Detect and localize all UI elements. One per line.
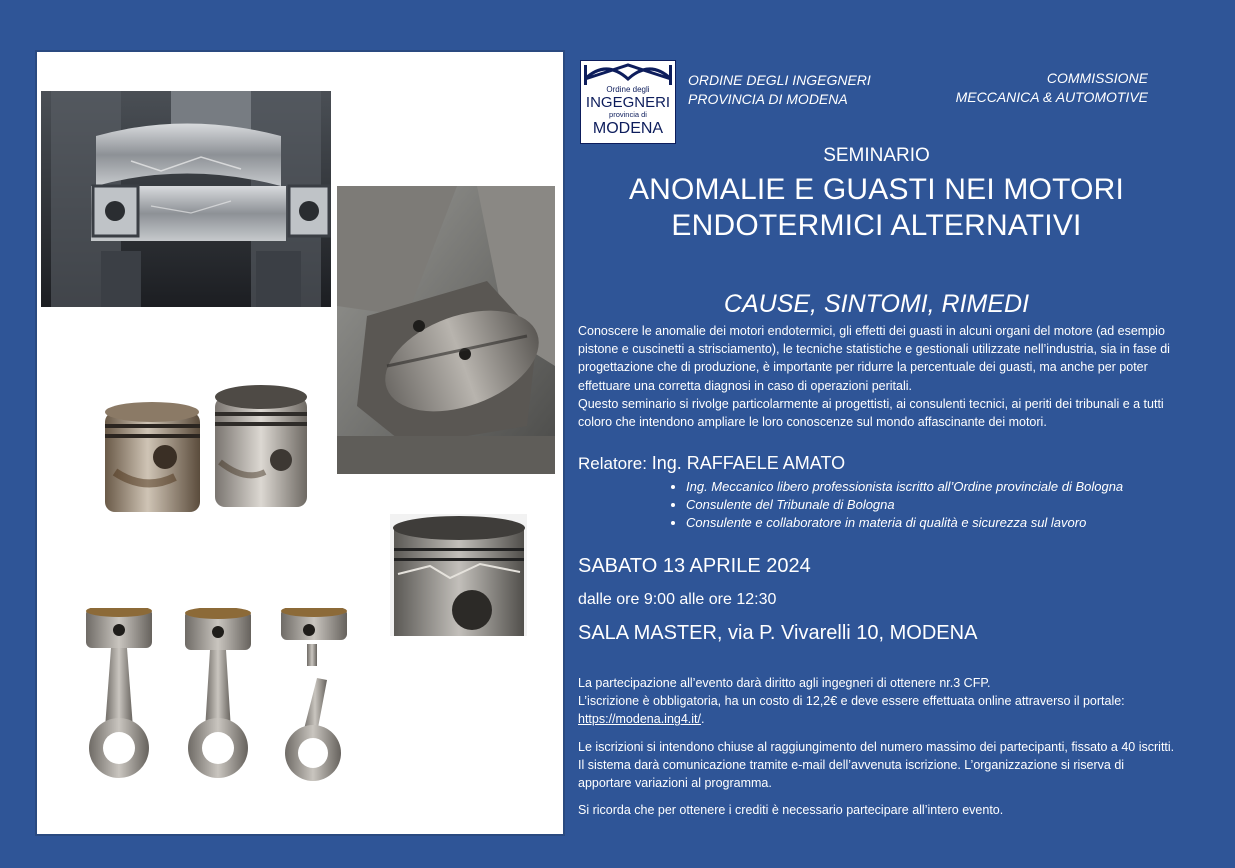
event-time: dalle ore 9:00 alle ore 12:30 <box>578 591 777 608</box>
intro-paragraph-1: Conoscere le anomalie dei motori endotermici, gli effetti dei guasti in alcuni organi del motore (ad esempio pistone e cuscinetti a strisciamento), le tecniche statistiche e gestionali utilizzate nell’industria, sia in fase di progettazione che di produzione, è importante per ridurre la percentuale dei guasti, ma anche per poter effettuare una corretta diagnosi in caso di operazioni peritali. <box>578 324 1170 393</box>
speaker-label: Relatore: <box>578 454 647 473</box>
closing-text: Le iscrizioni si intendono chiuse al raggiungimento del numero massimo dei partecipanti, fissato a 40 iscritti. Il sistema darà comunicazione tramite e-mail dell’avvenuta iscrizione. L’organizzazione si riserva di apportare variazioni al programma. <box>578 740 1175 791</box>
commission-name-line2: MECCANICA & AUTOMOTIVE <box>955 89 1148 105</box>
logo-sub-text: provincia di <box>609 110 647 119</box>
logo-bottom-text: MODENA <box>592 120 664 137</box>
speaker-credential: • Consulente e collaboratore in materia di qualità e sicurezza sul lavoro <box>686 514 1123 532</box>
photo-panel <box>35 50 565 836</box>
crankshaft-photo <box>337 186 555 474</box>
speaker-credential: • Ing. Meccanico libero professionista iscritto all’Ordine provinciale di Bologna <box>686 478 1123 496</box>
cfp-text: La partecipazione all’evento darà diritto agli ingegneri di ottenere nr.3 CFP. <box>578 676 991 690</box>
logo-middle-text: INGEGNERI <box>585 94 671 111</box>
event-date: SABATO 13 APRILE 2024 <box>578 555 811 577</box>
logo-top-text: Ordine degli <box>606 85 650 94</box>
commission-name-line1: COMMISSIONE <box>1046 70 1148 86</box>
pistons-photo <box>95 382 315 522</box>
speaker-name: Ing. RAFFAELE AMATO <box>651 453 846 473</box>
event-title-line2: ENDOTERMICI ALTERNATIVI <box>671 209 1082 242</box>
commission-name <box>900 69 1148 107</box>
portal-suffix: . <box>701 712 705 727</box>
order-name-line2: PROVINCIA DI MODENA <box>688 91 848 107</box>
event-subtitle: CAUSE, SINTOMI, RIMEDI <box>723 290 1030 318</box>
damaged-piston-photo <box>390 514 527 636</box>
connecting-rods-photo <box>81 608 361 788</box>
intro-text <box>578 322 1178 431</box>
registration-info <box>578 674 1178 729</box>
bearing-photo <box>41 91 331 307</box>
order-name <box>688 71 871 109</box>
registration-text: L’iscrizione è obbligatoria, ha un costo di 12,2€ e deve essere effettuata online attraverso il portale: <box>578 694 1125 709</box>
event-title-line1: ANOMALIE E GUASTI NEI MOTORI <box>628 173 1125 206</box>
order-name-line1: ORDINE DEGLI INGEGNERI <box>688 72 871 88</box>
event-venue: SALA MASTER, via P. Vivarelli 10, MODENA <box>578 622 978 644</box>
event-title <box>578 172 1175 244</box>
speaker-credential: • Consulente del Tribunale di Bologna <box>686 496 1123 514</box>
speaker-credentials <box>660 478 1123 532</box>
intro-paragraph-2: Questo seminario si rivolge particolarmente ai progettisti, ai consulenti tecnici, ai periti dei tribunali e a tutti coloro che intendono ampliare le loro conoscenze sul mondo affascinante dei motori. <box>578 396 1164 430</box>
portal-link[interactable]: https://modena.ing4.it/ <box>578 712 701 727</box>
credits-note: Si ricorda che per ottenere i crediti è necessario partecipare all’intero evento. <box>578 803 1004 817</box>
seminar-label: SEMINARIO <box>823 145 930 166</box>
speaker-line <box>578 453 845 474</box>
order-logo <box>580 60 676 144</box>
